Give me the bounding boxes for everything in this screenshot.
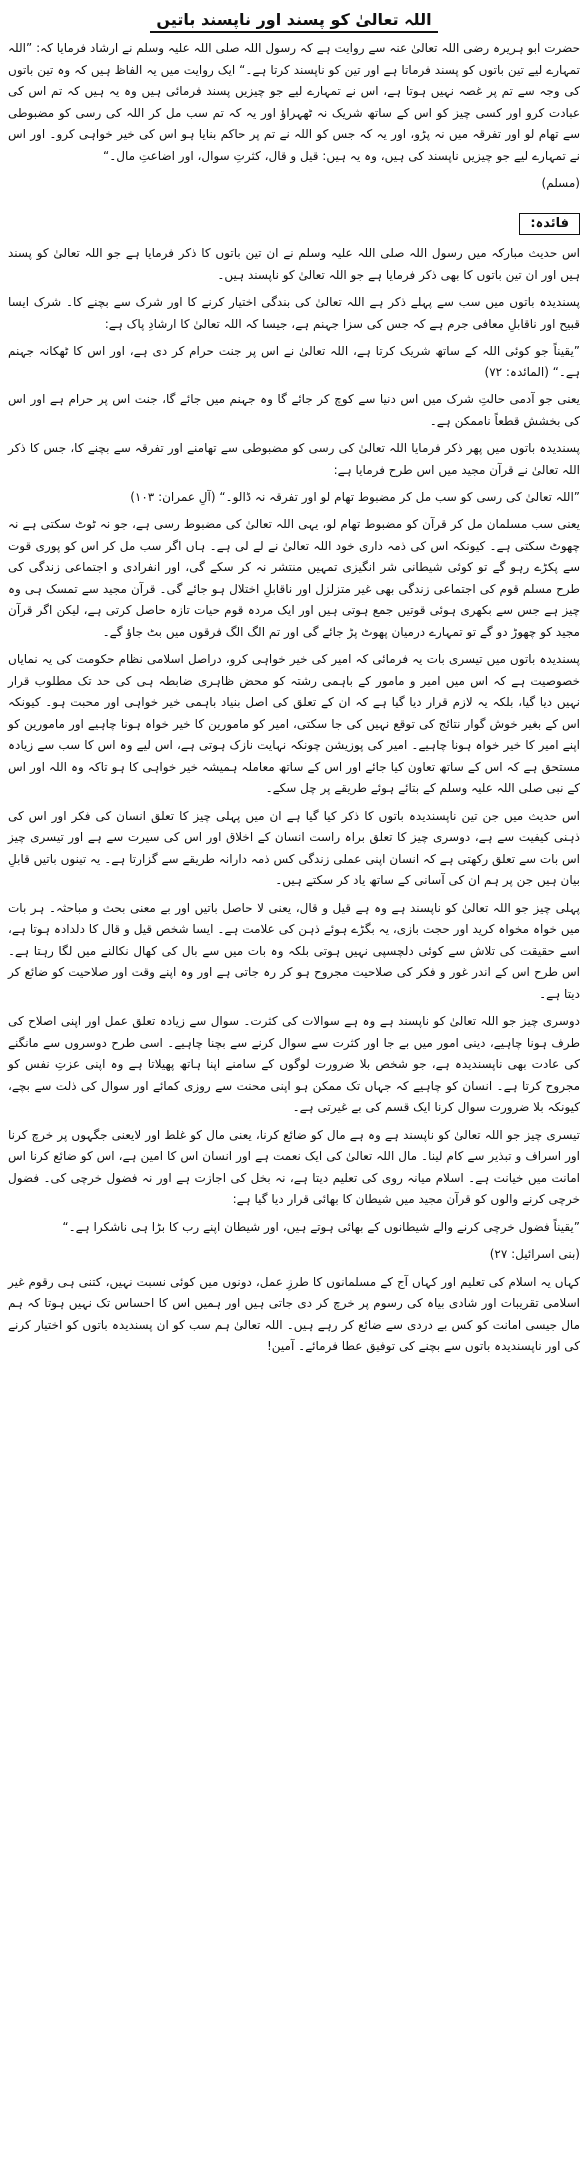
- article-title: [8, 10, 580, 30]
- closing-paragraph: کہاں یہ اسلام کی تعلیم اور کہاں آج کے مسلمانوں کا طرزِ عمل، دونوں میں کوئی نسبت نہیں، کتنی ہی رقوم غیر اسلامی تقریبات اور شادی بیاہ کی رسوم پر خرچ کر دی جاتی ہیں اور ہمیں اس کا احساس تک نہیں ہوتا کہ ہم مال جیسی امانت کو کس بے دردی سے ضائع کر رہے ہیں۔ اللہ تعالیٰ ہم سب کو ان پسندیدہ باتوں کو اختیار کرنے کی اور ناپسندیدہ باتوں سے بچنے کی توفیق عطا فرمائے۔ آمین!: [8, 1274, 580, 1353]
- quran-quote-final: ”یقیناً فضول خرچی کرنے والے شیطانوں کے بھائی ہوتے ہیں، اور شیطان اپنے رب کا بڑا ہی ناشکرا ہے۔“: [62, 1219, 580, 1234]
- body-paragraph: پہلی چیز جو اللہ تعالیٰ کو ناپسند ہے وہ ہے قیل و قال، یعنی لا حاصل باتیں اور بے معنی بحث و مباحثہ۔ ہر بات میں خواہ مخواہ کرید اور حجت بازی، یہ بگڑے ہوئے ذہن کی علامت ہے۔ ایسا شخص قیل و قال کا دلدادہ ہوتا ہے، اسے حقیقت کی تلاش سے کوئی دلچسپی نہیں ہوتی بلکہ وہ بات میں سے بال کی کھال نکالنے میں لگا رہتا ہے۔ اس طرح اس کے اندر غور و فکر کی صلاحیت مجروح ہو کر رہ جاتی ہے اور وہ اپنے وقت اور صلاحیت کو ضائع کر دیتا ہے۔: [8, 900, 580, 1001]
- quran-quote: ”یقیناً جو کوئی اللہ کے ساتھ شریک کرتا ہے، اللہ تعالیٰ نے اس پر جنت حرام کر دی ہے، اور اس کا ٹھکانہ جہنم ہے۔“ (المائدہ: ۷۲): [8, 344, 580, 379]
- hadith-text: حضرت ابو ہریرہ رضی اللہ تعالیٰ عنہ سے روایت ہے کہ رسول اللہ صلی اللہ علیہ وسلم نے ارشاد فرمایا کہ: ”اللہ تمہارے لیے تین باتوں کو پسند فرماتا ہے اور تین کو ناپسند کرتا ہے۔“ ایک روایت میں یہ الفاظ ہیں کہ وہ تین باتوں کی وجہ سے تم پر غصہ نہیں ہوتا ہے، اس نے تمہارے لیے جو چیزیں پسند فرمائی ہیں وہ یہ ہیں کہ تم اس کی عبادت کرو اور کسی چیز کو اس کے ساتھ شریک نہ ٹھہراؤ اور یہ کہ تم سب مل کر اللہ کی رسی کو مضبوطی سے تھام لو اور تفرقہ میں نہ پڑو، اور یہ کہ جس کو اللہ نے تم پر حاکم بنایا ہو اس کی خیر خواہی کرو۔ اور اس نے تمہارے لیے جو چیزیں ناپسند کی ہیں، وہ یہ ہیں: قیل و قال، کثرتِ سوال، اور اضاعتِ مال۔“: [8, 41, 580, 163]
- body-paragraph: یعنی سب مسلمان مل کر قرآن کو مضبوط تھام لو، یہی اللہ تعالیٰ کی مضبوط رسی ہے، جو نہ ٹوٹ سکتی ہے نہ چھوٹ سکتی ہے۔ کیونکہ اس کی ذمہ داری خود اللہ تعالیٰ نے لے لی ہے۔ ہاں اگر سب مل کر اس کو پوری قوت سے پکڑے رہو گے تو کوئی شیطانی شر انگیزی تمہیں منتشر نہ کر سکے گی، اور انفرادی و اجتماعی زندگی کی طرح مسلم قوم کی اجتماعی زندگی بھی غیر متزلزل اور ناقابلِ اختلال ہو جائے گی۔ قرآن مجید سے تمسک ہی وہ چیز ہے جس سے بکھری ہوئی قوتیں جمع ہوتی ہیں اور ایک مردہ قوم حیات تازہ حاصل کرتی ہے، لیکن اگر قرآن مجید کو چھوڑ دو گے تو تمہارے درمیان پھوٹ پڑ جائے گی اور تم الگ الگ فرقوں میں بٹ جاؤ گے۔: [8, 517, 580, 639]
- faida-heading: فائدہ:: [519, 213, 580, 235]
- article-title-text: اللہ تعالیٰ کو پسند اور ناپسند باتیں: [150, 10, 437, 33]
- body-paragraph: اس حدیث میں جن تین ناپسندیدہ باتوں کا ذکر کیا گیا ہے ان میں پہلی چیز کا تعلق انسان کی فکر اور اس کی ذہنی کیفیت سے ہے، دوسری چیز کا تعلق براہ راست انسان کے اخلاق اور اس کی سیرت سے ہے اور تیسری چیز اس بات سے تعلق رکھتی ہے کہ انسان اپنی عملی زندگی کس ذمہ دارانہ طریقے سے گزارتا ہے۔ یہ تینوں باتیں قابلِ بیان ہیں جن پر ہم ان کی آسانی کے ساتھ یاد کر سکتے ہیں۔: [8, 808, 580, 887]
- body-paragraph: پسندیدہ باتوں میں سب سے پہلے ذکر ہے اللہ تعالیٰ کی بندگی اختیار کرنے کا اور شرک سے بچنے کا۔ شرک ایسا قبیح اور ناقابلِ معافی جرم ہے کہ جس کی سزا جہنم ہے، جیسا کہ اللہ تعالیٰ کا ارشادِ پاک ہے:: [8, 295, 580, 331]
- body-paragraph: پسندیدہ باتوں میں تیسری بات یہ فرمائی کہ امیر کی خیر خواہی کرو، دراصل اسلامی نظام حکومت کی یہ نمایاں خصوصیت ہے کہ اس میں امیر و مامور کے باہمی رشتہ کو محض ظاہری ضابطہ ہی کی حد تک مطلوب قرار نہیں دیا گیا، بلکہ یہ لازم قرار دیا گیا ہے کہ ان کے تعلق کی اصل بنیاد باہمی خیر خواہی اور محبت ہو۔ کیونکہ اس کے بغیر خوش گوار نتائج کی توقع نہیں کی جا سکتی، امیر کو مامورین کا خیر خواہ ہونا چاہیے اور مامورین کو اپنے امیر کا خیر خواہ ہونا چاہیے۔ امیر کی پوزیشن چونکہ نہایت نازک ہوتی ہے، اس لیے وہ اس کا سب سے زیادہ مستحق ہے کہ اس کے ساتھ تعاون کیا جائے اور اس کے ساتھ معاملہ ہمیشہ خیر خواہی کا ہو تاکہ وہ اللہ اور اس کے نبی صلی اللہ علیہ وسلم کے بتائے ہوئے طریقے پر چل سکے۔: [8, 652, 580, 795]
- hadith-source: (مسلم): [541, 176, 580, 190]
- body-paragraph: دوسری چیز جو اللہ تعالیٰ کو ناپسند ہے وہ ہے سوالات کی کثرت۔ سوال سے زیادہ تعلق عمل اور اپنی اصلاح کی طرف ہونا چاہیے، دینی امور میں بے جا اور کثرت سے سوال کرنے سے بچنا چاہیے۔ اسی طرح دوسروں سے مانگنے کی عادت بھی ناپسندیدہ ہے، جو شخص بلا ضرورت لوگوں کے سامنے اپنا ہاتھ پھیلاتا ہے وہ اپنی عزتِ نفس کو مجروح کرتا ہے۔ انسان کو چاہیے کہ جہاں تک ممکن ہو اپنی محنت سے روزی کمائے اور سوال کی ذلت سے بچے، کیونکہ بلا ضرورت سوال کرنا ایک قسم کی بے غیرتی ہے۔: [8, 1014, 580, 1114]
- body-paragraph: تیسری چیز جو اللہ تعالیٰ کو ناپسند ہے وہ ہے مال کو ضائع کرنا، یعنی مال کو غلط اور لایعنی جگہوں پر خرچ کرنا اور اسراف و تبذیر سے کام لینا۔ مال اللہ تعالیٰ کی ایک نعمت ہے اور انسان اس کا امین ہے، اس کو ضائع کرنا اس امانت میں خیانت ہے۔ اسلام میانہ روی کی تعلیم دیتا ہے، نہ بخل کی اجازت ہے اور نہ فضول خرچی کی۔ فضول خرچی کرنے والوں کو قرآن مجید میں شیطان کا بھائی قرار دیا گیا ہے:: [8, 1127, 580, 1206]
- quran-quote: ”اللہ تعالیٰ کی رسی کو سب مل کر مضبوط تھام لو اور تفرقہ نہ ڈالو۔“ (آلِ عمران: ۱۰۳): [130, 490, 580, 504]
- body-paragraph: اس حدیث مبارکہ میں رسول اللہ صلی اللہ علیہ وسلم نے ان تین باتوں کا ذکر فرمایا ہے جو اللہ تعالیٰ کو پسند ہیں اور ان تین باتوں کا بھی ذکر فرمایا ہے جو اللہ تعالیٰ کو ناپسند ہیں۔: [8, 246, 580, 282]
- body-paragraph: یعنی جو آدمی حالتِ شرک میں اس دنیا سے کوچ کر جائے گا وہ جہنم میں جائے گا، جنت اس پر حرام ہے اور اس کی بخشش قطعاً ناممکن ہے۔: [8, 392, 580, 428]
- body-paragraph: پسندیدہ باتوں میں پھر ذکر فرمایا اللہ تعالیٰ کی رسی کو مضبوطی سے تھامنے اور تفرقہ سے بچنے کا، جس کا ذکر اللہ تعالیٰ نے قرآن مجید میں اس طرح فرمایا ہے:: [8, 441, 580, 477]
- quran-quote-reference: (بنی اسرائیل: ۲۷): [489, 1246, 580, 1261]
